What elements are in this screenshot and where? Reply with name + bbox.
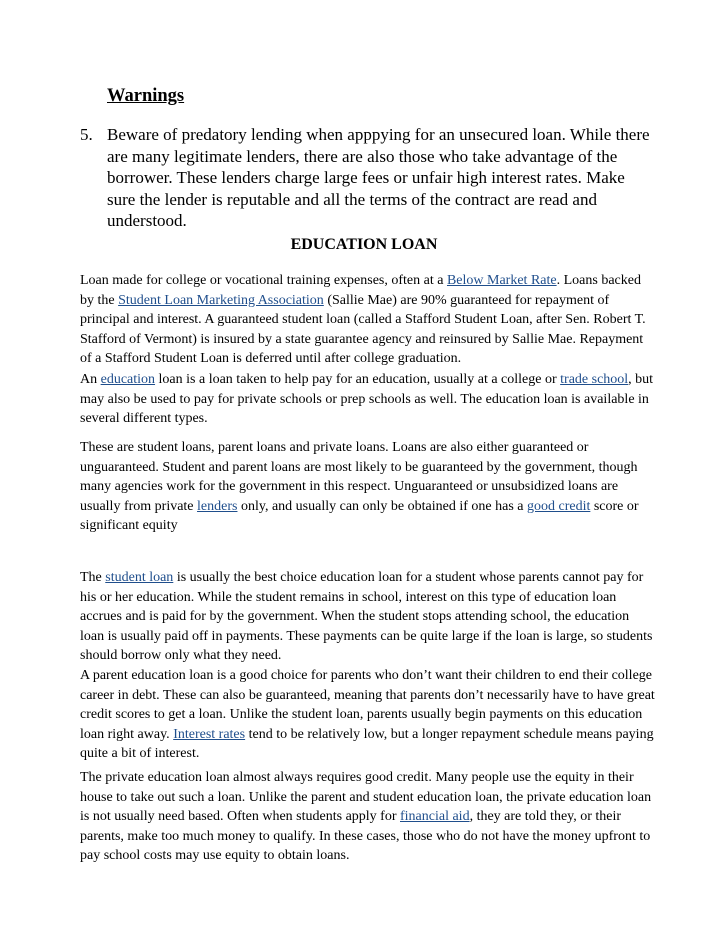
education-loan-title <box>0 236 728 254</box>
text-run: These are student loans, parent loans and private loans. Loans are also either guaranteed or unguaranteed. Student and parent loans are most likely to be guaranteed by the government, though many agencies work for the government in this respect. Unguaranteed or unsubsidized loans are usually from private <box>80 440 638 514</box>
text-run: score or significant equity <box>80 498 639 534</box>
link-below-market-rate[interactable]: Below Market Rate <box>446 273 557 288</box>
text-run: A parent education loan is a good choice for parents who don’t want their children to end their college career in debt. These can also be guaranteed, meaning that parents don’t necessarily have to have great credit scores to get a loan. Unlike the student loan, parents usually begin payments on this education loan right away. <box>80 668 655 742</box>
link-trade-school[interactable]: trade school <box>560 372 629 387</box>
text-run: Loan made for college or vocational training expenses, often at a <box>80 273 447 288</box>
education-loan-title-text: EDUCATION LOAN <box>290 236 438 253</box>
warning-list-item <box>80 124 655 232</box>
link-student-loan[interactable]: student loan <box>105 570 174 585</box>
text-run: . Loans backed by the <box>80 273 641 308</box>
paragraph-parent-loan <box>80 666 655 764</box>
text-run: only, and usually can only be obtained if one has a <box>237 498 527 514</box>
text-run: is usually the best choice education loan for a student whose parents cannot pay for his or her education. While the student remains in school, interest on this type of education loan accrues and is paid for by the government. When the student stops attending school, the education loan is usually paid off in payments. These payments can be quite large if the loan is large, so students should borrow only what they need. <box>80 570 653 664</box>
warnings-heading: Warnings <box>107 86 185 106</box>
link-lenders[interactable]: lenders <box>197 498 238 514</box>
paragraph-loan-types <box>80 438 655 536</box>
link-financial-aid[interactable]: financial aid <box>400 809 470 825</box>
paragraph-education-loan-intro <box>80 370 655 429</box>
text-run: The <box>80 570 106 585</box>
link-good-credit[interactable]: good credit <box>526 498 591 514</box>
text-run: , they are told they, or their parents, make too much money to qualify. In these cases, those who do not have the money upfront to pay school costs may use equity to obtain loans. <box>80 809 651 864</box>
text-run: The private education loan almost always requires good credit. Many people use the equity in their house to take out such a loan. Unlike the parent and student education loan, the private education loan is not usually need based. Often when students apply for <box>80 770 652 825</box>
paragraph-student-loan <box>80 568 655 666</box>
text-run: , but may also be used to pay for private schools or prep schools as well. The education loan is available in several different types. <box>80 372 654 427</box>
text-run: An <box>80 372 101 387</box>
link-interest-rates[interactable]: Interest rates <box>173 726 246 742</box>
text-run: (Sallie Mae) are 90% guaranteed for repayment of principal and interest. A guaranteed student loan (called a Stafford Student Loan, after Sen. Robert T. Stafford of Vermont) is insured by a state guarantee agency and reinsured by Sallie Mae. Repayment of a Stafford Student Loan is deferred until after college graduation. <box>80 292 646 367</box>
warning-item-number: 5. <box>80 125 93 144</box>
paragraph-definition <box>80 271 655 369</box>
paragraph-private-loan <box>80 768 655 866</box>
link-student-loan-marketing-association[interactable]: Student Loan Marketing Association <box>118 292 324 308</box>
link-education[interactable]: education <box>100 372 156 387</box>
text-run: loan is a loan taken to help pay for an education, usually at a college or <box>155 372 561 387</box>
warning-item-text: Beware of predatory lending when apppying for an unsecured loan. While there are many legitimate lenders, there are also those who take advantage of the borrower. These lenders charge large fees or unfair high interest rates. Make sure the lender is reputable and all the terms of the contract are read and understood. <box>107 125 650 230</box>
text-run: tend to be relatively low, but a longer repayment schedule means paying quite a bit of interest. <box>80 726 654 762</box>
